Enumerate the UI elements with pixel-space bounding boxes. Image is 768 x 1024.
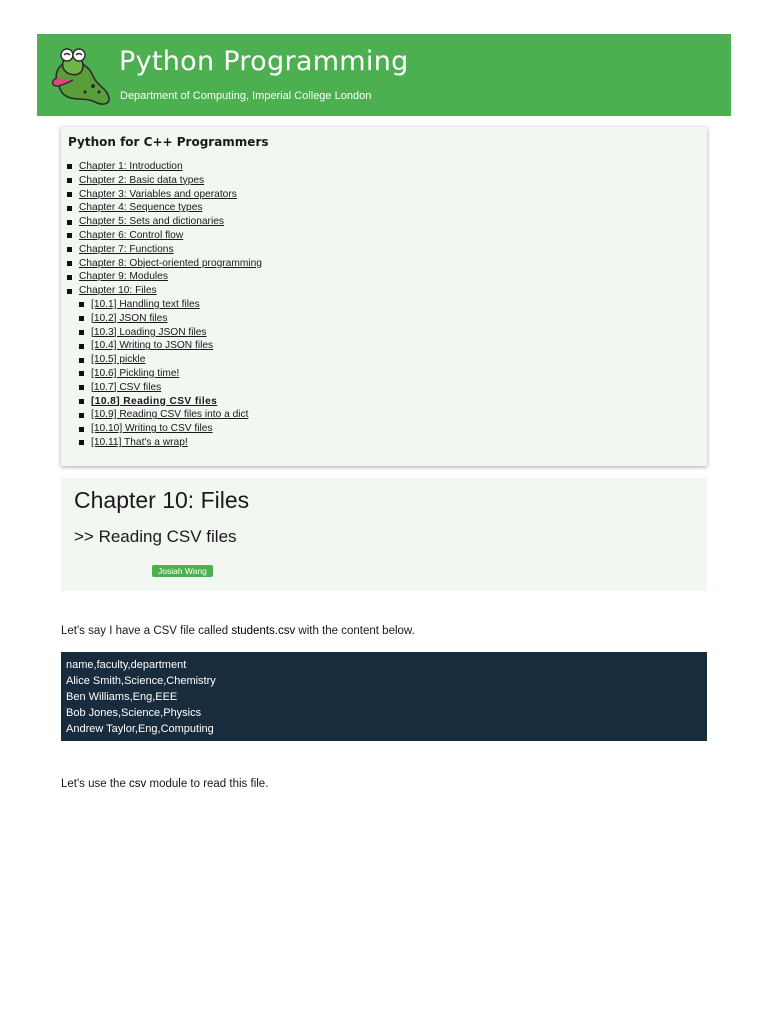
toc-chapter-item xyxy=(67,243,262,257)
toc-chapter-link[interactable]: Chapter 10: Files xyxy=(79,285,157,297)
toc-section-link-current[interactable]: [10.8] Reading CSV files xyxy=(91,395,218,407)
toc-chapter-link[interactable]: Chapter 3: Variables and operators xyxy=(79,188,237,200)
code-line: Alice Smith,Science,Chemistry xyxy=(66,675,216,687)
filename-code: students.csv xyxy=(231,625,296,637)
toc-section-item xyxy=(79,326,248,340)
toc-section-item xyxy=(79,436,248,450)
toc-section-item xyxy=(79,353,248,367)
table-of-contents xyxy=(61,127,707,466)
toc-section-item-current xyxy=(79,395,248,409)
chapter-heading-box xyxy=(61,478,707,591)
site-title[interactable]: Python Programming xyxy=(119,46,409,77)
toc-section-item xyxy=(79,422,248,436)
code-line: Andrew Taylor,Eng,Computing xyxy=(66,723,214,735)
toc-chapter-item xyxy=(67,188,262,202)
toc-chapter-link[interactable]: Chapter 8: Object-oriented programming xyxy=(79,257,262,269)
csv-content-block xyxy=(61,652,707,741)
toc-chapter-item xyxy=(67,270,262,284)
bullet-icon xyxy=(79,344,84,349)
toc-section-link[interactable]: [10.9] Reading CSV files into a dict xyxy=(91,409,249,421)
toc-section-link[interactable]: [10.11] That's a wrap! xyxy=(91,436,188,448)
bullet-icon xyxy=(79,427,84,432)
toc-section-item xyxy=(79,381,248,395)
toc-chapter-link[interactable]: Chapter 1: Introduction xyxy=(79,161,183,172)
bullet-icon xyxy=(67,233,72,238)
toc-section-item xyxy=(79,298,248,312)
toc-section-link[interactable]: [10.5] pickle xyxy=(91,354,146,366)
toc-chapter-item xyxy=(67,174,262,188)
toc-chapter-link[interactable]: Chapter 5: Sets and dictionaries xyxy=(79,216,224,228)
code-line: Bob Jones,Science,Physics xyxy=(66,707,202,719)
toc-section-link[interactable]: [10.6] Pickling time! xyxy=(91,367,180,379)
bullet-icon xyxy=(79,316,84,321)
toc-section-item xyxy=(79,312,248,326)
module-text-before: Let's use the xyxy=(61,778,130,790)
bullet-icon xyxy=(79,399,84,404)
toc-chapter-list xyxy=(67,160,262,298)
bullet-icon xyxy=(67,289,72,294)
bullet-icon xyxy=(79,358,84,363)
module-paragraph xyxy=(61,778,268,790)
toc-chapter-link[interactable]: Chapter 7: Functions xyxy=(79,243,174,255)
module-code: csv xyxy=(129,778,147,790)
toc-chapter-link[interactable]: Chapter 4: Sequence types xyxy=(79,202,203,214)
bullet-icon xyxy=(79,302,84,307)
toc-section-link[interactable]: [10.7] CSV files xyxy=(91,381,162,393)
toc-section-list xyxy=(79,298,248,450)
toc-chapter-link[interactable]: Chapter 9: Modules xyxy=(79,271,168,283)
toc-chapter-item xyxy=(67,201,262,215)
bullet-icon xyxy=(67,261,72,266)
toc-chapter-link[interactable]: Chapter 2: Basic data types xyxy=(79,174,205,186)
bullet-icon xyxy=(67,247,72,252)
code-line: name,faculty,department xyxy=(66,659,187,671)
toc-chapter-item xyxy=(67,229,262,243)
toc-section-link[interactable]: [10.4] Writing to JSON files xyxy=(91,340,214,352)
bullet-icon xyxy=(67,220,72,225)
bullet-icon xyxy=(67,275,72,280)
author-badge: Josiah Wang xyxy=(152,565,213,577)
toc-chapter-item xyxy=(67,160,262,174)
toc-section-link[interactable]: [10.10] Writing to CSV files xyxy=(91,423,213,435)
bullet-icon xyxy=(79,330,84,335)
section-title: >> Reading CSV files xyxy=(74,527,237,546)
toc-section-item xyxy=(79,408,248,422)
bullet-icon xyxy=(79,413,84,418)
python-mascot-logo-icon[interactable] xyxy=(49,46,113,108)
bullet-icon xyxy=(67,192,72,197)
intro-text-after: with the content below. xyxy=(295,625,415,637)
site-header xyxy=(37,34,731,116)
intro-paragraph xyxy=(61,625,415,637)
bullet-icon xyxy=(79,385,84,390)
toc-section-link[interactable]: [10.1] Handling text files xyxy=(91,299,200,310)
site-subtitle: Department of Computing, Imperial College London xyxy=(120,90,372,102)
chapter-title: Chapter 10: Files xyxy=(74,487,250,513)
toc-chapter-item xyxy=(67,284,262,298)
toc-section-item xyxy=(79,367,248,381)
module-text-after: module to read this file. xyxy=(146,778,269,790)
bullet-icon xyxy=(79,371,84,376)
toc-chapter-item xyxy=(67,215,262,229)
toc-section-item xyxy=(79,339,248,353)
bullet-icon xyxy=(79,440,84,445)
bullet-icon xyxy=(67,164,72,169)
bullet-icon xyxy=(67,178,72,183)
toc-section-link[interactable]: [10.3] Loading JSON files xyxy=(91,326,207,338)
intro-text-before: Let's say I have a CSV file called xyxy=(61,625,232,637)
toc-chapter-link[interactable]: Chapter 6: Control flow xyxy=(79,229,184,241)
toc-section-link[interactable]: [10.2] JSON files xyxy=(91,312,168,324)
code-line: Ben Williams,Eng,EEE xyxy=(66,691,178,703)
bullet-icon xyxy=(67,206,72,211)
toc-chapter-item xyxy=(67,257,262,271)
toc-title[interactable]: Python for C++ Programmers xyxy=(68,135,269,149)
